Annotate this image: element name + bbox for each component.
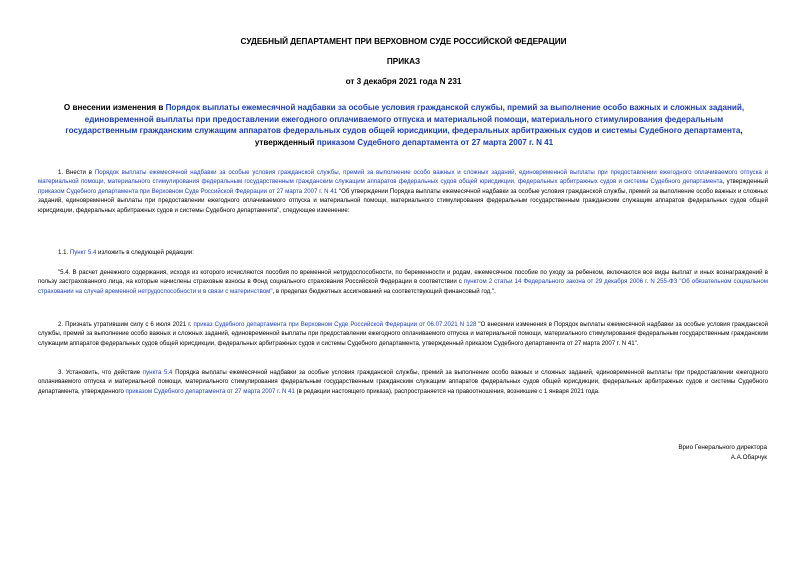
p1-text-1: 1. Внести в bbox=[58, 169, 95, 176]
p4-text-1: 2. Признать утратившим силу с 6 июля 2021 г. bbox=[58, 321, 194, 328]
p3-link-federal-law[interactable]: пунктом 2 статьи 14 Федерального закона от 29 декабря 2006 г. N 255-ФЗ "Об обязательном социальном страховании на случай временной нетрудоспособности и в связи с материнством" bbox=[38, 278, 768, 295]
p1-link-procedure[interactable]: Порядок выплаты ежемесячной надбавки за особые условия гражданской службы, премий за выполнение особо важных и сложных заданий, единовременной выплаты при предоставлении ежегодного оплачиваемого отпуска и материальной помощи, материального стимулирования федеральным государственным гражданским служащим аппаратов федеральных судов общей юрисдикции, федеральных арбитражных судов и системы Судебного департамента bbox=[38, 169, 768, 186]
date-number-heading: от 3 декабря 2021 года N 231 bbox=[345, 77, 462, 86]
p5-text-1: 3. Установить, что действие bbox=[58, 369, 143, 376]
p2-text-2: изложить в следующей редакции: bbox=[96, 249, 194, 256]
p2-link-clause[interactable]: Пункт 5.4 bbox=[69, 249, 97, 256]
p5-link-order[interactable]: приказом Судебного департамента от 27 марта 2007 г. N 41 bbox=[125, 387, 295, 395]
p4-link-order[interactable]: приказ Судебного департамента при Верховном Суде Российской Федерации от 06.07.2021 N 128 bbox=[193, 321, 477, 328]
p5-text-2: Порядка выплаты ежемесячной надбавки за особые условия гражданской службы, премий за выполнение особо важных и сложных заданий, единовременной выплаты при предоставлении ежегодного оплачиваемого отпуска и материальной помощи, материального стимулирования федеральным государственным гражданским служащим аппаратов федеральных судов общей юрисдикции, федеральных арбитражных судов и системы Судебного департамента, утвержденного bbox=[38, 369, 768, 395]
p1-link-order[interactable]: приказом Судебного департамента при Верховном Суде Российской Федерации от 27 марта 2007 г. N 41 bbox=[38, 187, 338, 195]
p3-text-2: , в пределах бюджетных ассигнований на соответствующий финансовый год.". bbox=[272, 287, 496, 295]
p1-text-2: , утвержденный bbox=[722, 178, 768, 186]
title-text-1: О внесении изменения в bbox=[63, 103, 166, 112]
document-title bbox=[48, 102, 760, 148]
paragraph-1 bbox=[38, 168, 768, 215]
document-type-heading: ПРИКАЗ bbox=[386, 57, 421, 66]
title-link-order[interactable]: приказом Судебного департамента от 27 марта 2007 г. N 41 bbox=[316, 137, 554, 147]
signature-position: Врио Генерального директора bbox=[678, 444, 767, 451]
paragraph-3 bbox=[38, 368, 768, 396]
paragraph-5-4-text bbox=[38, 268, 768, 296]
p2-text-1: 1.1. bbox=[58, 249, 70, 256]
paragraph-1-1 bbox=[38, 248, 768, 257]
p5-text-3: (в редакции настоящего приказа), распространяется на правоотношения, возникшие с 1 января 2021 года. bbox=[294, 387, 600, 395]
department-heading: СУДЕБНЫЙ ДЕПАРТАМЕНТ ПРИ ВЕРХОВНОМ СУДЕ РОССИЙСКОЙ ФЕДЕРАЦИИ bbox=[240, 37, 567, 46]
title-text-2: , утвержденный bbox=[254, 126, 743, 147]
paragraph-2 bbox=[38, 320, 768, 348]
p3-text-1: "5.4. В расчет денежного содержания, исходя из которого исчисляются пособия по временной нетрудоспособности, по беременности и родам, ежемесячное пособие по уходу за ребенком, включаются все виды выплат и иных вознаграждений в пользу застрахованного лица, на которые начислены страховые взносы в Фонд социального страхования Российской Федерации в соответствии с bbox=[38, 269, 768, 286]
p1-text-3: "Об утверждении Порядка выплаты ежемесячной надбавки за особые условия гражданской службы, премий за выполнение особо важных и сложных заданий, единовременной выплаты при предоставлении ежегодного оплачиваемого отпуска и материальной помощи, материального стимулирования федеральным государственным гражданским служащим аппаратов федеральных судов общей юрисдикции, федеральных арбитражных судов и системы Судебного департамента", следующее изменение: bbox=[38, 187, 768, 214]
title-link-procedure[interactable]: Порядок выплаты ежемесячной надбавки за особые условия гражданской службы, премий за выполнение особо важных и сложных заданий, единовременной выплаты при предоставлении ежегодного оплачиваемого отпуска и материальной помощи, материального стимулирования федеральным государственным гражданским служащим аппаратов федеральных судов общей юрисдикции, федеральных арбитражных судов и системы Судебного департамента bbox=[65, 103, 745, 135]
signature-name: А.А.Обарчук bbox=[730, 454, 767, 461]
p4-text-2: "О внесении изменения в Порядок выплаты ежемесячной надбавки за особые условия гражданской службы, премий за выполнение особо важных и сложных заданий, единовременной выплаты при предоставлении ежегодного оплачиваемого отпуска и материальной помощи, материального стимулирования федеральным государственным гражданским служащим аппаратов федеральных судов общей юрисдикции, федеральных арбитражных судов и системы Судебного департамента, утвержденный приказом Судебного департамента от 27 марта 2007 г. N 41". bbox=[38, 321, 768, 347]
p5-link-clause[interactable]: пункта 5.4 bbox=[142, 369, 173, 376]
